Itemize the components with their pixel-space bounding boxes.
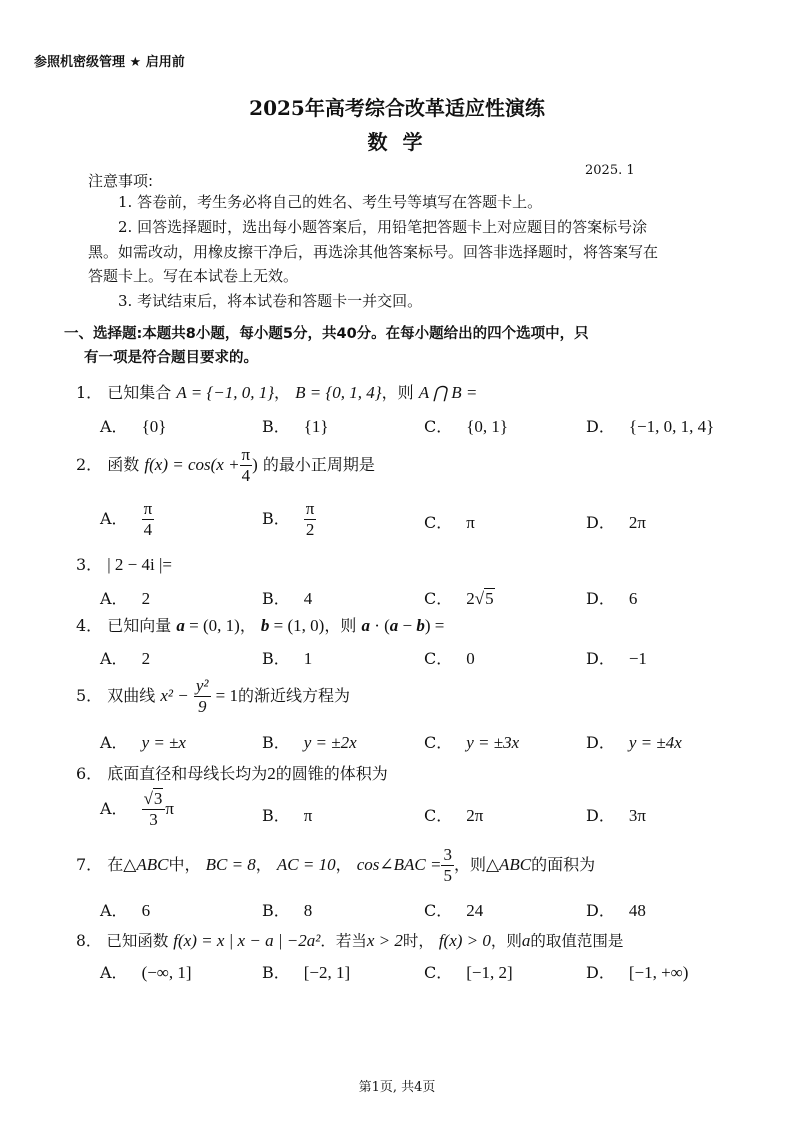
question-stem: 已知集合	[107, 383, 172, 402]
option-c: C． {0, 1}	[424, 417, 509, 436]
option-d: D． {−1, 0, 1, 4}	[586, 417, 715, 436]
sqrt-radicand: 5	[485, 589, 494, 608]
option-c: C． 2π	[424, 806, 484, 825]
question-number: 1．	[76, 383, 103, 402]
math-expression: x² −	[160, 685, 189, 705]
math-expression: A ⋂ B =	[418, 383, 478, 402]
fraction: $\frac{\pi}{2}$	[305, 499, 315, 539]
section-heading: 一、选择题:本题共8小题，每小题5分，共40分。在每小题给出的四个选项中，只	[64, 326, 589, 342]
math-expression: A = {−1, 0, 1}	[176, 383, 275, 402]
question-7: 7． 在△ABC中， BC = 8， AC = 10， cos∠BAC = $\frac{3}{5}$ ，则△ABC的面积为	[76, 845, 596, 885]
option-d: D． 6	[586, 589, 638, 608]
question-number: 2．	[76, 454, 103, 474]
question-6: 6． 底面直径和母线长均为2的圆锥的体积为	[76, 764, 388, 783]
option-c: C． 24	[424, 901, 484, 920]
option-b: B． {1}	[262, 417, 329, 436]
question-stem: 的最小正周期是	[262, 454, 375, 474]
option-b: B． 8	[262, 901, 313, 920]
notice-item: 2. 回答选择题时，选出每小题答案后，用铅笔把答题卡上对应题目的答案标号涂	[118, 218, 648, 236]
confidential-note: 参照机密级管理 ★ 启用前	[34, 55, 185, 70]
option-b: B． y = ±2x	[262, 733, 357, 752]
question-stem: 的渐近线方程为	[237, 685, 350, 705]
option-d: D． 3π	[586, 806, 646, 825]
question-5	[76, 677, 350, 716]
question-stem: ，	[274, 383, 291, 402]
notice-item: 1. 答卷前，考生务必将自己的姓名、考生号等填写在答题卡上。	[118, 193, 543, 211]
section-heading: 有一项是符合题目要求的。	[84, 350, 258, 366]
math-expression: | 2 − 4i |=	[107, 555, 172, 574]
question-stem: 的圆锥的体积为	[275, 764, 388, 783]
option-a: A． $\frac{√3}{3}$ π	[100, 789, 174, 829]
notice-heading: 注意事项:	[88, 172, 154, 190]
option-d: D． [−1, +∞)	[586, 963, 689, 982]
fraction: $\frac{√3}{3}$	[142, 790, 166, 829]
option-b: B． 1	[262, 649, 313, 668]
option-d: D． y = ±4x	[586, 733, 682, 752]
option-c: C． 2√5	[424, 589, 494, 608]
option-a: A． {0}	[100, 417, 167, 436]
option-b: B． π	[262, 806, 313, 825]
option-a: A． y = ±x	[100, 733, 186, 752]
math-expression: f(x) = cos(x +	[144, 454, 240, 474]
question-2: 2． 函数 f(x) = cos(x + $\frac{\pi}{4}$ ) 的最小正周期是	[76, 445, 375, 485]
fraction: $\frac{\pi}{4}$	[143, 499, 153, 539]
notice-item: 黑。如需改动，用橡皮擦干净后，再选涂其他答案标号。回答非选择题时，将答案写在	[88, 243, 659, 261]
page-footer: 第1页, 共4页	[358, 1080, 436, 1095]
option-d: D． 2π	[586, 513, 646, 532]
question-8: 8． 已知函数 f(x) = x | x − a | −2a²．若当x > 2时， f(x) > 0，则a的取值范围是	[76, 931, 624, 950]
option-d: D． 48	[586, 901, 646, 920]
question-number: 3．	[76, 555, 103, 574]
notice-item: 3. 考试结束后，将本试卷和答题卡一并交回。	[118, 292, 423, 310]
option-a: A． 2	[100, 589, 151, 608]
question-4: 4． 已知向量 a = (0, 1)， b = (1, 0)，则 a · (a − b) =	[76, 616, 445, 635]
question-stem: 函数	[107, 454, 140, 474]
option-c: C． [−1, 2]	[424, 963, 513, 982]
option-a: A． 6	[100, 901, 151, 920]
option-a: A． (−∞, 1]	[100, 963, 192, 982]
question-number: 6．	[76, 764, 103, 783]
option-b: B． 4	[262, 589, 313, 608]
question-3	[76, 552, 172, 575]
question-stem: 双曲线	[107, 685, 156, 705]
option-a: A． $\frac{\pi}{4}$	[100, 499, 153, 539]
question-number: 4．	[76, 616, 103, 635]
notice-item: 答题卡上。写在本试卷上无效。	[88, 267, 299, 285]
fraction: $\frac{3}{5}$	[443, 845, 452, 885]
exam-date: 2025. 1	[585, 163, 635, 178]
exam-subject: 数 学	[367, 130, 427, 154]
question-number: 7．	[76, 854, 103, 874]
option-d: D． −1	[586, 649, 647, 668]
question-stem: ，则	[381, 383, 414, 402]
question-stem: 已知向量	[107, 616, 172, 635]
question-number: 8．	[76, 932, 102, 950]
fraction: $\frac{\text{y²}}{9}$	[195, 676, 209, 716]
fraction: $\frac{\pi}{4}$	[241, 445, 251, 485]
option-a: A． 2	[100, 649, 151, 668]
exam-title: 2025年高考综合改革适应性演练	[249, 96, 545, 120]
question-1	[76, 380, 477, 403]
math-expression: B = {0, 1, 4}	[295, 383, 382, 402]
option-c: C． 0	[424, 649, 475, 668]
question-number: 5．	[76, 685, 103, 705]
option-b: B． $\frac{\pi}{2}$	[262, 499, 315, 539]
question-stem: 底面直径和母线长均为	[107, 764, 268, 783]
option-c: C． π	[424, 513, 475, 532]
option-c: C． y = ±3x	[424, 733, 520, 752]
option-b: B． [−2, 1]	[262, 963, 351, 982]
math-expression: = 1	[215, 685, 238, 705]
